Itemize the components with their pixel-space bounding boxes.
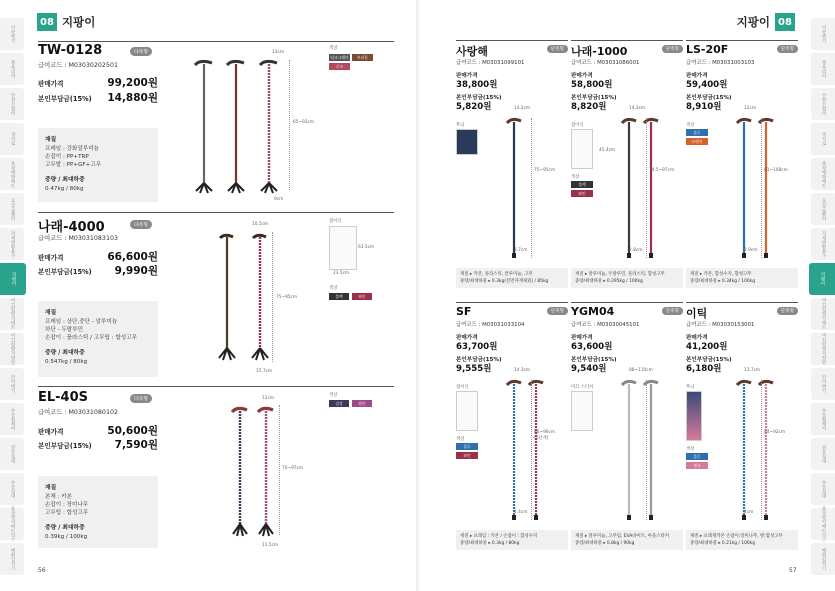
spec-line: 중량/최대하중 ▸ 0.3kg / 80kg [460, 541, 520, 546]
type-badge: 단족형 [662, 45, 683, 53]
spec-box [38, 301, 158, 377]
spec-line: 재질 ▸ 프레임 : 카본 / 손잡이 : 합성수지 [460, 534, 538, 539]
side-tab-label: 안전손잡이 [821, 92, 826, 116]
spec-box [686, 268, 798, 288]
color-chip: 핑크 [686, 462, 708, 469]
copay-value: 8,820원 [571, 102, 607, 112]
side-tab-label: 간이변기 [821, 375, 826, 393]
type-badge: 단족형 [777, 307, 798, 315]
dim-label: 13.7cm [744, 368, 761, 373]
price-value: 41,200원 [686, 342, 728, 352]
dim-line [272, 232, 273, 362]
side-tab-right-0[interactable] [811, 18, 835, 50]
pattern-swatch [456, 129, 478, 155]
product-code: 급여코드 : M03030045101 [571, 322, 640, 328]
dim-label: 12cm [262, 396, 275, 401]
price-label: 판매가격 [571, 335, 593, 341]
right-section-header [732, 13, 795, 31]
dim-label: 14.2cm [514, 106, 531, 111]
spec-line: 프레임 : 상단,중단 - 알루미늄 [45, 319, 118, 325]
price-label: 판매가격 [38, 254, 64, 262]
copay-value: 14,880원 [107, 92, 158, 104]
side-tab-right-12[interactable] [811, 438, 835, 470]
side-tab-label: 전동침대 [821, 445, 826, 463]
cane-purple [258, 408, 273, 536]
spec-line: 재질 ▸ 카본, 합성수지, 합성고무 [690, 272, 752, 277]
color-chip: 블루 [456, 443, 478, 450]
dim-label: 9cm [274, 197, 284, 202]
product-name: 사랑해 [456, 45, 488, 58]
price-label: 판매가격 [686, 335, 708, 341]
product-divider [456, 40, 568, 41]
dim-line [531, 118, 532, 258]
price-row [38, 75, 158, 90]
cane-rose [260, 61, 277, 193]
side-tab-right-13[interactable] [811, 473, 835, 505]
product-divider [686, 40, 798, 41]
copay-row [38, 90, 158, 105]
dim-line [646, 118, 647, 258]
color-chip: 와인 [456, 452, 478, 459]
side-tab-left-1[interactable] [0, 53, 24, 85]
spec-line: 중량/최대하중 ▸ 0.34kg / 100kg [690, 279, 756, 284]
cane-brown [227, 61, 244, 193]
dim-label: 70~97cm [282, 466, 304, 471]
product-divider [38, 212, 394, 213]
cane-shape [737, 381, 754, 520]
price-label: 판매가격 [571, 73, 593, 79]
dim-label: 3.7cm [514, 248, 528, 253]
side-tab-left-4[interactable] [0, 158, 24, 190]
copay-label: 본인부담금(15%) [686, 95, 732, 101]
copay-row [38, 263, 158, 278]
copay-label: 본인부담금(15%) [38, 95, 92, 103]
folded-cane-thumbnail [329, 226, 357, 270]
price-label: 판매가격 [456, 73, 478, 79]
spec-line: 프레임 : 강화알루미늄 [45, 146, 100, 152]
product-divider [38, 41, 394, 42]
type-badge: 다족형 [130, 47, 152, 56]
spec-line: 손잡이 : PP+TRP [45, 154, 89, 161]
detail-thumbnail [571, 391, 593, 431]
product-name: SF [456, 305, 472, 318]
detail-label: 접이식 [456, 385, 469, 390]
side-tab-label: 안전손잡이 [10, 92, 15, 116]
side-tab-right-5[interactable] [811, 193, 835, 225]
page-number-left: 56 [38, 567, 46, 574]
dim-line [289, 60, 290, 190]
color-chip: 블루 [686, 453, 708, 460]
side-tab-left-0[interactable] [0, 18, 24, 50]
dim-label: 75~95cm [276, 295, 298, 300]
side-tab-label: 미끄럼방지매트 [10, 298, 15, 330]
price-row [38, 249, 158, 264]
copay-label: 본인부담금(15%) [38, 442, 92, 450]
cane-shape [737, 119, 751, 258]
cane-shape [507, 119, 521, 258]
side-tab-label: 간이변기 [10, 375, 15, 393]
copay-label: 본인부담금(15%) [456, 357, 502, 363]
price-label: 판매가격 [38, 428, 64, 436]
dim-label: 45.4cm [599, 148, 616, 153]
cane-black [219, 235, 235, 360]
color-chip: 블루 [686, 129, 708, 136]
side-tab-label: 미끄럼방지매트 [821, 298, 826, 330]
spec-title: 재질 [45, 485, 57, 491]
dim-label: 4.4cm [514, 510, 528, 515]
spec-title: 재질 [45, 310, 57, 316]
copay-label: 본인부담금(15%) [686, 357, 732, 363]
dim-label: 13cm [272, 50, 285, 55]
copay-label: 본인부담금(15%) [571, 357, 617, 363]
type-badge: 단족형 [547, 307, 568, 315]
side-tab-label: 경사로 [821, 132, 826, 146]
detail-thumbnail [571, 129, 593, 169]
side-tab-left-15[interactable] [0, 543, 24, 575]
dim-label: 10.5cm [252, 222, 269, 227]
section-title: 지팡이 [62, 15, 96, 29]
spec-box [38, 128, 158, 202]
product-name: 나래-1000 [571, 45, 628, 58]
copay-label: 본인부담금(15%) [38, 268, 92, 276]
side-tab-left-13[interactable] [0, 473, 24, 505]
spec-line: 손잡이 : 플라스틱 / 고무팁 : 합성고무 [45, 335, 137, 342]
color-chip-rose: 로즈 [329, 63, 350, 70]
cane-shape [507, 381, 521, 520]
spec-line: 재질 ▸ 알루미늄, 두랄루민, 플라스틱, 합성고무 [575, 272, 665, 277]
weight-value: 0.47kg / 80kg [45, 185, 84, 192]
product-name: YGM04 [571, 305, 615, 318]
spec-line: 고무팁 : 합성고무 [45, 510, 89, 517]
weight-title: 중량 / 최대하중 [45, 524, 85, 531]
color-chip-navy: 검정 [329, 400, 349, 407]
weight-value: 0.547kg / 80kg [45, 358, 88, 365]
side-tab-right-1[interactable] [811, 53, 835, 85]
dim-label: 63.5cm [358, 245, 375, 250]
side-tab-right-4[interactable] [811, 158, 835, 190]
product-card-2 [686, 40, 798, 290]
cane-illustration-tw0128 [190, 55, 290, 200]
side-tab-left-9[interactable] [0, 333, 24, 365]
dim-label: 4cm [744, 510, 754, 515]
side-tab-left-14[interactable] [0, 508, 24, 540]
side-tab-label: 자세변환용구 [10, 230, 15, 258]
price-value: 50,600원 [107, 425, 158, 437]
side-tab-right-11[interactable] [811, 403, 835, 435]
spec-box [571, 268, 683, 288]
price-value: 63,600원 [571, 342, 613, 352]
side-tab-label: 요실금팬티 [821, 197, 826, 221]
cane-illustration-narae4000 [215, 228, 285, 368]
copay-value: 6,180원 [686, 364, 722, 374]
copay-value: 9,990원 [114, 265, 158, 277]
price-value: 99,200원 [107, 77, 158, 89]
weight-value: 0.39kg / 100kg [45, 533, 88, 540]
product-divider [571, 40, 683, 41]
price-row [38, 423, 158, 438]
dim-label: 12cm [744, 106, 757, 111]
side-tab-label: 욕창예방매트 [10, 160, 15, 188]
left-side-tabs [0, 18, 24, 578]
side-tab-left-12[interactable] [0, 438, 24, 470]
side-tab-label: 자세변환용구 [821, 230, 826, 258]
side-tab-label: 수동휠체어 [821, 407, 826, 431]
product-code: 급여코드 : M03031003103 [686, 60, 755, 66]
spec-box [686, 530, 798, 550]
price-value: 59,400원 [686, 80, 728, 90]
product-code: 급여코드 : M03030153001 [686, 322, 755, 328]
color-label: 색상 [571, 175, 580, 180]
detail-label: 미끄 스티커 [571, 385, 594, 390]
dim-line [761, 380, 762, 520]
side-tab-label: 욕창방지매트리스 [821, 506, 826, 542]
product-name: LS-20F [686, 43, 729, 56]
side-tab-label: 미끄럼방지양말 [10, 333, 15, 365]
price-value: 63,700원 [456, 342, 498, 352]
side-tab-label: 미끄럼방지양말 [821, 333, 826, 365]
side-tab-label: 이동변기 [821, 25, 826, 43]
side-tab-label: 배회감지기 [821, 547, 826, 571]
color-label: 색상 [329, 46, 338, 51]
side-tab-right-8[interactable] [811, 298, 835, 330]
product-card-0 [456, 40, 568, 290]
product-code: 급여코드 : M03031033104 [456, 322, 525, 328]
spec-line: 재질 ▸ 알루미늄, 고무팁, EVA바이트, 아웃스타커 [575, 534, 669, 539]
product-card-el40s [38, 390, 394, 550]
cane-shape [622, 119, 636, 258]
copay-label: 본인부담금(15%) [456, 95, 502, 101]
side-tab-left-6[interactable] [0, 228, 24, 260]
side-tab-label: 전동침대 [10, 445, 15, 463]
dim-line [279, 405, 280, 535]
color-chip: 와인 [571, 190, 593, 197]
dim-line [646, 380, 647, 520]
type-badge: 단족형 [547, 45, 568, 53]
spec-line: 중량/최대하중 ▸ 0.3kg(전면자재제외) / 85kg [460, 279, 549, 284]
detail-label: 접이식 [571, 123, 584, 128]
cane-gray [195, 61, 212, 193]
side-tab-right-6[interactable] [811, 228, 835, 260]
side-tab-label: 목욕의자 [821, 60, 826, 78]
copay-value: 5,820원 [456, 102, 492, 112]
price-value: 58,800원 [571, 80, 613, 90]
price-label: 판매가격 [686, 73, 708, 79]
spec-line: 손잡이 : 장미나무 [45, 502, 89, 509]
pattern-label: 무늬 [686, 385, 695, 390]
cane-navy [232, 408, 247, 536]
dim-line [761, 118, 762, 258]
side-tab-right-3[interactable] [811, 123, 835, 155]
color-chip-brown: 브라운 [352, 54, 373, 61]
spec-box [456, 530, 568, 550]
side-tab-label: 수동침대 [10, 480, 15, 498]
price-label: 판매가격 [456, 335, 478, 341]
side-tab-label: 목욕의자 [10, 60, 15, 78]
price-value: 66,600원 [107, 251, 158, 263]
product-card-4 [571, 302, 683, 552]
detail-thumbnail [456, 391, 478, 431]
color-chip-purple: 와인 [352, 400, 372, 407]
dim-label: 88~110cm [629, 368, 653, 373]
side-tab-left-3[interactable] [0, 123, 24, 155]
copay-value: 7,590원 [114, 439, 158, 451]
product-card-5 [686, 302, 798, 552]
copay-label: 본인부담금(15%) [571, 95, 617, 101]
type-badge: 단족형 [777, 45, 798, 53]
dim-label: 11.5cm [262, 543, 279, 548]
dim-label: 65~93cm [293, 120, 315, 125]
section-title: 지팡이 [736, 15, 770, 29]
dim-label: 14.3cm [514, 368, 531, 373]
weight-title: 중량 / 최대하중 [45, 349, 85, 356]
weight-title: 중량 / 최대하중 [45, 176, 85, 183]
left-section-header [37, 13, 100, 31]
side-tab-label: 경사로 [10, 132, 15, 146]
cane-wine [252, 235, 268, 360]
product-divider [456, 302, 568, 303]
side-tab-left-7[interactable] [0, 263, 26, 295]
spec-line: 재질 ▸ 카본, 플라스틱, 알루미늄, 고무 [460, 272, 533, 277]
side-tab-label: 배회감지기 [10, 547, 15, 571]
dim-label: 2.8cm [629, 248, 643, 253]
side-tab-right-14[interactable] [811, 508, 835, 540]
color-label: 색상 [686, 123, 695, 128]
type-badge: 단족형 [662, 307, 683, 315]
product-code: 급여코드 : M03031086001 [571, 60, 640, 66]
side-tab-label: 지팡이 [11, 272, 16, 286]
side-tab-left-2[interactable] [0, 88, 24, 120]
product-name: TW-0128 [38, 43, 103, 58]
side-tab-left-5[interactable] [0, 193, 24, 225]
dim-label: 86~96cm (5단계) [534, 430, 556, 441]
product-name: 이틱 [686, 307, 708, 320]
spec-title: 재질 [45, 137, 57, 143]
spec-box [571, 530, 683, 550]
side-tab-label: 수동침대 [821, 480, 826, 498]
dim-label: 2.9cm [744, 248, 758, 253]
side-tab-left-10[interactable] [0, 368, 24, 400]
price-label: 판매가격 [38, 80, 64, 88]
side-tab-label: 욕창방지매트리스 [10, 506, 15, 542]
section-number: 08 [775, 13, 795, 31]
dim-label: 15.7cm [256, 369, 273, 374]
pattern-label: 무늬 [456, 123, 465, 128]
product-code: 급여코드 : M03031083103 [38, 235, 118, 242]
side-tab-left-11[interactable] [0, 403, 24, 435]
color-label: 색상 [456, 437, 465, 442]
product-code: 급여코드 : M03030202501 [38, 62, 118, 69]
side-tab-right-10[interactable] [811, 368, 835, 400]
product-name: 나래-4000 [38, 220, 105, 235]
side-tab-right-7[interactable] [809, 263, 835, 295]
spec-line: 본체 : 카본 [45, 494, 73, 500]
dim-label: 14.3cm [629, 106, 646, 111]
product-divider [686, 302, 798, 303]
detail-label: 접이식 [329, 219, 342, 224]
spec-box [456, 268, 568, 288]
side-tab-label: 욕창예방매트 [821, 160, 826, 188]
color-chip: 블랙 [571, 181, 593, 188]
type-badge: 다족형 [130, 394, 152, 403]
cane-shape [622, 381, 636, 520]
color-chip: 오렌지 [686, 138, 708, 145]
dim-label: 81~108cm [764, 168, 788, 173]
side-tab-left-8[interactable] [0, 298, 24, 330]
color-label: 색상 [686, 447, 695, 452]
section-number: 08 [37, 13, 57, 31]
right-side-tabs [811, 18, 835, 578]
dim-line [531, 380, 532, 520]
copay-value: 8,910원 [686, 102, 722, 112]
spec-line: 재질 ▸ 프레재카본 손잡이:장미나무, 발:합성고무 [690, 534, 783, 539]
product-divider [38, 386, 394, 387]
side-tab-right-15[interactable] [811, 543, 835, 575]
spec-line: 하단 - 두랄루민 [45, 327, 83, 334]
page-gutter [416, 0, 419, 591]
product-code: 급여코드 : M03031080102 [38, 409, 118, 416]
product-divider [571, 302, 683, 303]
spec-line: 중량/최대하중 ▸ 0.8kg / 90kg [575, 541, 635, 546]
product-name: EL-40S [38, 390, 89, 405]
product-card-1 [571, 40, 683, 290]
product-code: 급여코드 : M03031099101 [456, 60, 525, 66]
side-tab-label: 수동휠체어 [10, 407, 15, 431]
color-label: 색상 [329, 393, 338, 398]
dim-label: 74.5~97cm [649, 168, 675, 173]
copay-value: 9,555원 [456, 364, 492, 374]
spec-box [38, 476, 158, 548]
spec-line: 중량/최대하중 ▸ 0.21kg / 100kg [690, 541, 756, 546]
color-label: 색상 [329, 286, 338, 291]
side-tab-label: 요실금팬티 [10, 197, 15, 221]
product-card-3 [456, 302, 568, 552]
copay-value: 9,540원 [571, 364, 607, 374]
copay-row [38, 437, 158, 452]
price-value: 38,800원 [456, 80, 498, 90]
dim-label: 75~95cm [534, 168, 556, 173]
pattern-swatch [686, 391, 702, 441]
color-chip-wine: 와인 [352, 293, 372, 300]
page-number-right: 57 [789, 567, 797, 574]
dim-label: 23.5cm [333, 271, 350, 276]
type-badge: 다족형 [130, 220, 152, 229]
side-tab-right-2[interactable] [811, 88, 835, 120]
dim-label: 84~92cm [764, 430, 786, 435]
color-chip-gray: 티크그레이 [330, 54, 349, 60]
spec-line: 고무발 : PP+GF+고무 [45, 162, 102, 169]
side-tab-label: 지팡이 [820, 272, 825, 286]
side-tab-right-9[interactable] [811, 333, 835, 365]
color-chip-black: 블랙 [329, 293, 349, 300]
side-tab-label: 이동변기 [10, 25, 15, 43]
spec-line: 중량/최대하중 ▸ 0.295kg / 100kg [575, 279, 643, 284]
